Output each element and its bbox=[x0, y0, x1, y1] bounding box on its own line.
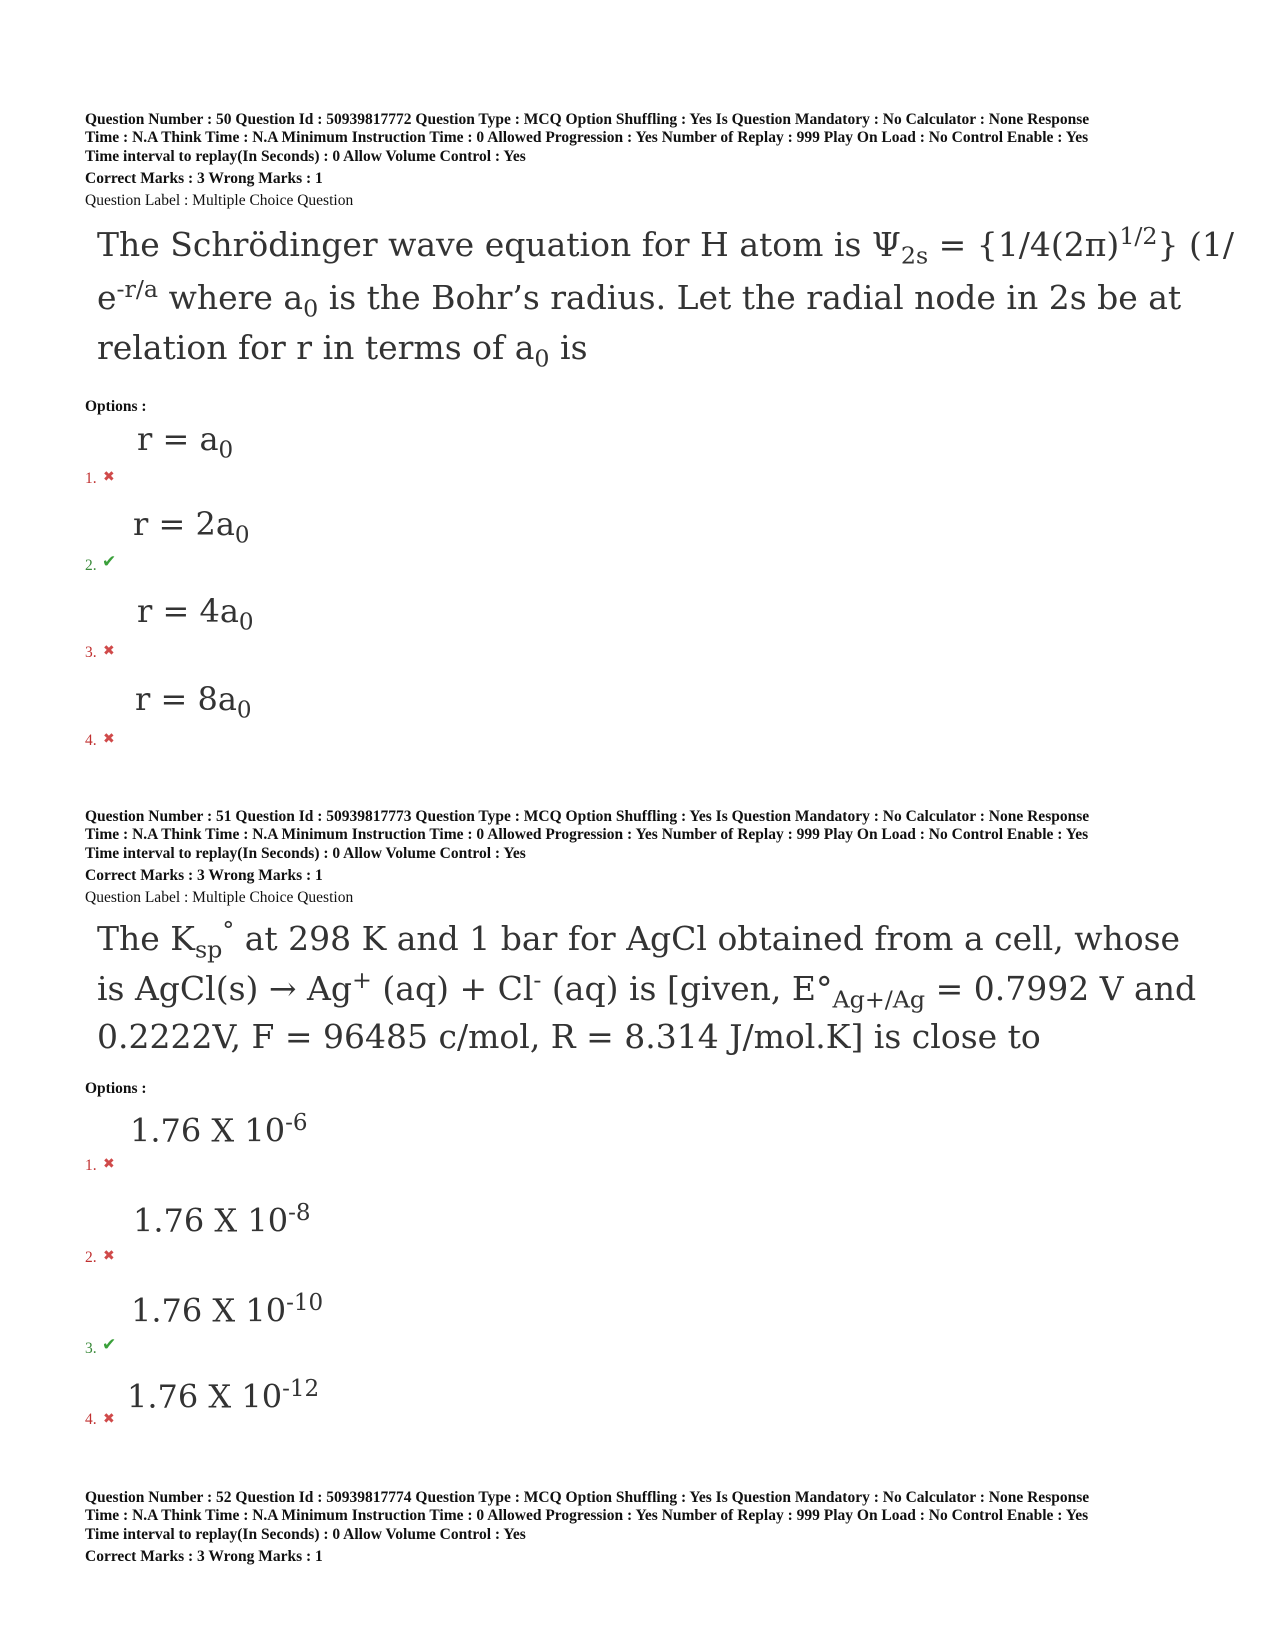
correct-check-icon: ✔ bbox=[102, 1335, 117, 1354]
question-label: Question Label : Multiple Choice Question bbox=[85, 888, 354, 906]
question-label: Question Label : Multiple Choice Question bbox=[85, 191, 354, 209]
question-51-text bbox=[97, 916, 1210, 1066]
question-meta-line: Time : N.A Think Time : N.A Minimum Instruction Time : 0 Allowed Progression : Yes Number of Replay : 999 Play On Load : No Control Enable : Yes bbox=[85, 1507, 1089, 1525]
option-2[interactable] bbox=[85, 1200, 685, 1270]
question-meta-line: Time interval to replay(In Seconds) : 0 Allow Volume Control : Yes bbox=[85, 844, 526, 862]
option-4[interactable] bbox=[85, 1376, 685, 1450]
option-3[interactable] bbox=[85, 592, 685, 662]
option-number: 2. bbox=[85, 1249, 97, 1266]
question-marks: Correct Marks : 3 Wrong Marks : 1 bbox=[85, 169, 323, 187]
wrong-icon: ✖ bbox=[103, 644, 115, 659]
correct-check-icon: ✔ bbox=[102, 552, 117, 571]
options-heading: Options : bbox=[85, 398, 147, 415]
wrong-icon: ✖ bbox=[103, 1412, 115, 1427]
question-51-header bbox=[85, 808, 1205, 907]
option-1[interactable] bbox=[85, 1110, 685, 1180]
option-text: 1.76 X $10^{-6}$ bbox=[130, 1110, 308, 1150]
options-heading: Options : bbox=[85, 1080, 147, 1097]
option-4[interactable] bbox=[85, 680, 685, 750]
option-text: 1.76 X $10^{-8}$ bbox=[133, 1200, 311, 1240]
question-text-line: The $K_{sp}^\circ$ at 298 K and 1 bar for AgCl obtained from a cell, whose bbox=[97, 916, 1181, 964]
option-text: $r = 8a_0$ bbox=[135, 680, 252, 724]
question-text-line: is AgCl(s) → Ag+ (aq) + Cl- (aq) is [given, $E^\circ_{Ag+/Ag} = 0.7992$ V and bbox=[97, 966, 1197, 1014]
wrong-icon: ✖ bbox=[103, 470, 115, 485]
option-text: $r = a_0$ bbox=[137, 420, 234, 464]
wrong-icon: ✖ bbox=[103, 1157, 115, 1172]
option-text: 1.76 X $10^{-12}$ bbox=[127, 1376, 320, 1416]
question-meta-line: Time : N.A Think Time : N.A Minimum Instruction Time : 0 Allowed Progression : Yes Number of Replay : 999 Play On Load : No Control Enable : Yes bbox=[85, 129, 1089, 147]
option-number: 2. bbox=[85, 557, 97, 574]
option-number: 3. bbox=[85, 1340, 97, 1357]
option-number: 4. bbox=[85, 732, 97, 749]
question-52-header bbox=[85, 1489, 1205, 1566]
question-meta-line: Time interval to replay(In Seconds) : 0 Allow Volume Control : Yes bbox=[85, 1525, 526, 1543]
wrong-icon: ✖ bbox=[103, 732, 115, 747]
option-number: 1. bbox=[85, 470, 97, 487]
option-3[interactable] bbox=[85, 1290, 685, 1360]
option-1[interactable] bbox=[85, 420, 685, 490]
question-meta-line: Time : N.A Think Time : N.A Minimum Instruction Time : 0 Allowed Progression : Yes Number of Replay : 999 Play On Load : No Control Enable : Yes bbox=[85, 826, 1089, 844]
option-text: 1.76 X $10^{-10}$ bbox=[131, 1290, 324, 1330]
option-2[interactable] bbox=[85, 505, 685, 575]
question-text-line: $e^{-r/a}$ where $a_0$ is the Bohr’s radius. Let the radial node in 2s be at bbox=[97, 275, 1182, 323]
wrong-icon: ✖ bbox=[103, 1249, 115, 1264]
option-number: 3. bbox=[85, 644, 97, 661]
option-text: $r = 4a_0$ bbox=[137, 592, 254, 636]
option-number: 1. bbox=[85, 1157, 97, 1174]
question-marks: Correct Marks : 3 Wrong Marks : 1 bbox=[85, 1547, 323, 1565]
question-text-line: 0.2222V, F = 96485 c/mol, R = 8.314 J/mol.K] is close to bbox=[97, 1017, 1041, 1056]
option-number: 4. bbox=[85, 1411, 97, 1428]
question-meta-line: Time interval to replay(In Seconds) : 0 Allow Volume Control : Yes bbox=[85, 147, 526, 165]
question-meta-line: Question Number : 50 Question Id : 50939817772 Question Type : MCQ Option Shuffling : Yes Is Question Mandatory : No Calculator : None Response bbox=[85, 111, 1090, 128]
question-text-line: relation for r in terms of $a_0$ is bbox=[97, 328, 588, 373]
question-meta-line: Question Number : 51 Question Id : 50939817773 Question Type : MCQ Option Shuffling : Yes Is Question Mandatory : No Calculator : None Response bbox=[85, 808, 1090, 825]
question-marks: Correct Marks : 3 Wrong Marks : 1 bbox=[85, 866, 323, 884]
question-50-header bbox=[85, 111, 1205, 210]
question-50-text bbox=[97, 222, 1235, 382]
option-text: $r = 2a_0$ bbox=[133, 505, 250, 549]
question-meta-line: Question Number : 52 Question Id : 50939817774 Question Type : MCQ Option Shuffling : Yes Is Question Mandatory : No Calculator : None Response bbox=[85, 1489, 1090, 1506]
question-text-line: The Schrödinger wave equation for H atom is $\Psi_{2s} = \{1/4(2\pi)^{1/2}\}$ (1/ bbox=[97, 222, 1235, 270]
